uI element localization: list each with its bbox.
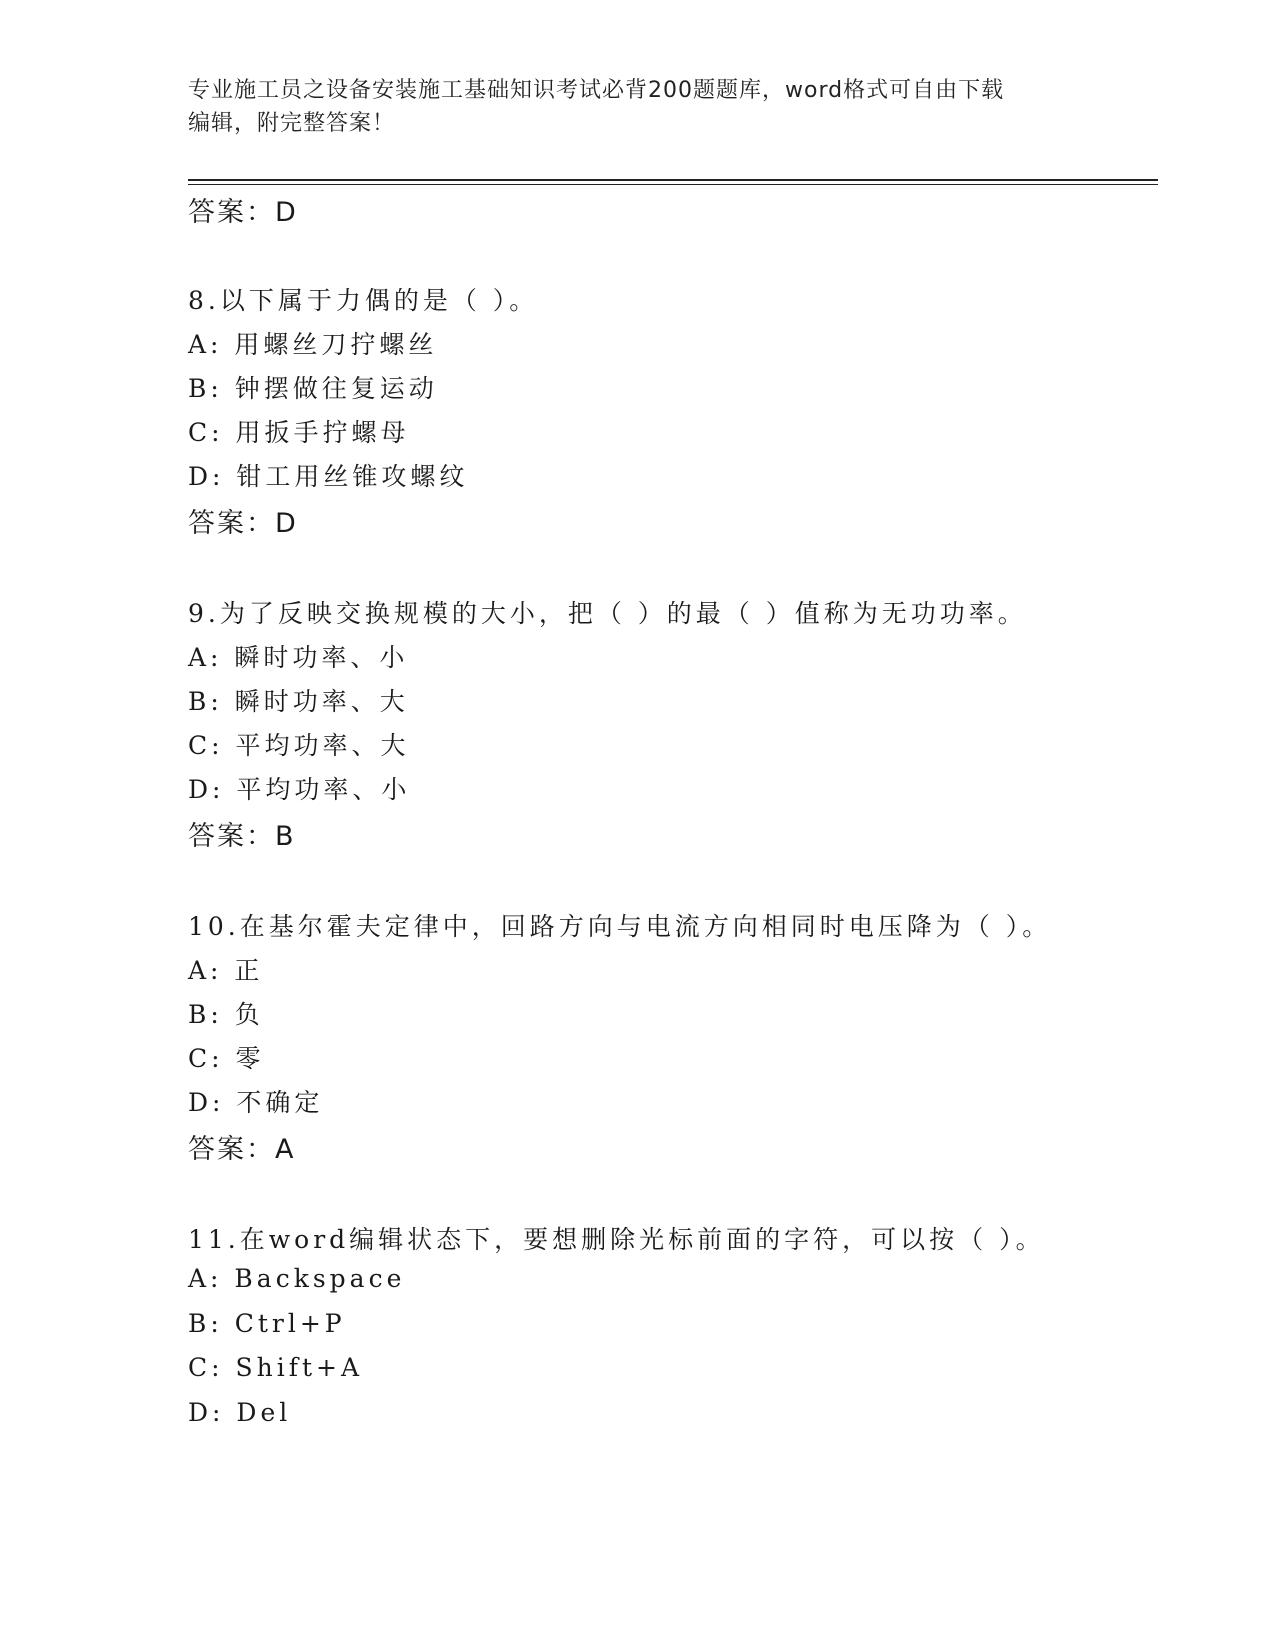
question-9-option-d: D: 平均功率、小	[188, 775, 411, 804]
question-8-stem: 8.以下属于力偶的是（ ）。	[188, 286, 539, 315]
question-10-option-b: B: 负	[188, 1000, 264, 1029]
question-10-option-c: C: 零	[188, 1044, 265, 1073]
question-8-option-a: A: 用螺丝刀拧螺丝	[188, 330, 438, 359]
question-10-answer: 答案：A	[188, 1134, 296, 1165]
question-11-option-d: D: Del	[188, 1398, 292, 1427]
question-11-option-a: A: Backspace	[188, 1264, 406, 1293]
question-9-option-a: A: 瞬时功率、小	[188, 643, 409, 672]
question-9-option-b: B: 瞬时功率、大	[188, 687, 409, 716]
question-8-option-c: C: 用扳手拧螺母	[188, 418, 410, 447]
question-10-option-a: A: 正	[188, 956, 264, 985]
question-11-option-b: B: Ctrl+P	[188, 1309, 346, 1338]
header-line-2: 编辑，附完整答案！	[188, 111, 396, 136]
question-10-option-d: D: 不确定	[188, 1088, 324, 1117]
question-8-option-b: B: 钟摆做往复运动	[188, 374, 438, 403]
question-9-answer: 答案：B	[188, 821, 296, 852]
question-11-option-c: C: Shift+A	[188, 1353, 364, 1382]
header-divider-thick	[188, 179, 1158, 181]
previous-answer: 答案：D	[188, 197, 298, 228]
document-header	[188, 74, 1088, 140]
question-9-option-c: C: 平均功率、大	[188, 731, 410, 760]
header-line-1: 专业施工员之设备安装施工基础知识考试必背200题题库，word格式可自由下载	[188, 78, 1005, 103]
header-divider-thin	[188, 184, 1158, 185]
question-10-stem: 10.在基尔霍夫定律中，回路方向与电流方向相同时电压降为（ ）。	[188, 912, 1052, 941]
question-8-answer: 答案：D	[188, 508, 298, 539]
question-8-option-d: D: 钳工用丝锥攻螺纹	[188, 462, 469, 491]
question-11-stem: 11.在word编辑状态下，要想删除光标前面的字符，可以按（ ）。	[188, 1225, 1045, 1254]
question-9-stem: 9.为了反映交换规模的大小，把（ ）的最（ ）值称为无功功率。	[188, 599, 1027, 628]
